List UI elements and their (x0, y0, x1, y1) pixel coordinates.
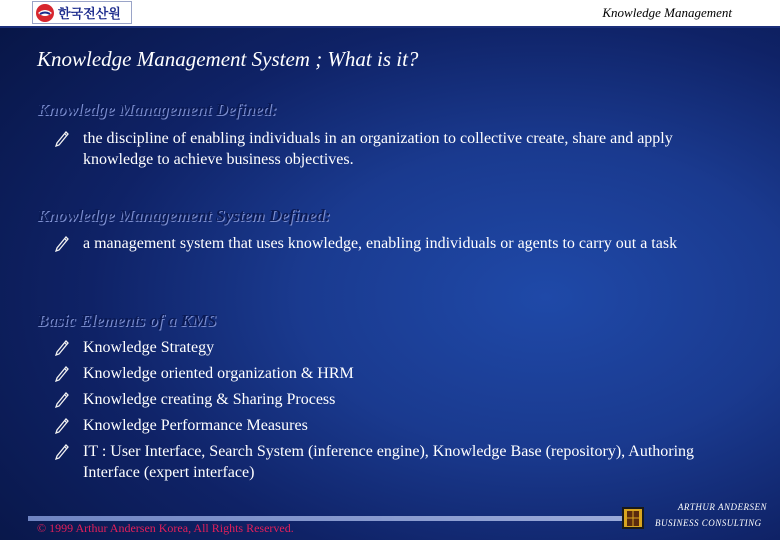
copyright-text: © 1999 Arthur Andersen Korea, All Rights Reserved. (37, 521, 294, 535)
pencil-icon (55, 236, 69, 252)
section-heading-km-defined: Knowledge Management Defined: (37, 100, 277, 119)
arthur-andersen-door-icon (622, 507, 644, 529)
organization-logo (32, 1, 132, 24)
bullet-text: IT : User Interface, Search System (inference engine), Knowledge Base (repository), Authoring Interface (expert interface) (83, 443, 695, 481)
pencil-icon (55, 366, 69, 382)
bullet-text: a management system that uses knowledge, enabling individuals or agents to carry out a task (83, 235, 678, 252)
section-heading-kms-defined: Knowledge Management System Defined: (37, 206, 331, 225)
firm-name (655, 499, 775, 531)
bullet-item (55, 441, 725, 483)
header-bar (0, 0, 780, 26)
bullet-item (55, 337, 725, 358)
bullet-text: Knowledge creating & Sharing Process (83, 391, 336, 408)
logo-text: 한국전산원 (58, 7, 121, 22)
section-heading-basic-elements: Basic Elements of a KMS (37, 311, 217, 330)
slide-title: Knowledge Management System ; What is it? (37, 47, 419, 71)
pencil-icon (55, 418, 69, 434)
bullet-text: the discipline of enabling individuals in an organization to collective create, share and apply knowledge to achieve business objectives. (83, 130, 673, 168)
firm-name-line1: ARTHUR ANDERSEN (677, 502, 767, 512)
bullet-item (55, 128, 725, 170)
bullet-item (55, 363, 725, 384)
korean-emblem-icon (35, 3, 55, 23)
pencil-icon (55, 340, 69, 356)
bullet-text: Knowledge Performance Measures (83, 417, 308, 434)
bullet-text: Knowledge Strategy (83, 339, 215, 356)
bullet-item (55, 389, 725, 410)
bullet-text: Knowledge oriented organization & HRM (83, 365, 354, 382)
firm-name-line2: BUSINESS CONSULTING (655, 518, 762, 528)
pencil-icon (55, 392, 69, 408)
header-title: Knowledge Management (602, 5, 732, 20)
bullet-item (55, 415, 725, 436)
pencil-icon (55, 444, 69, 460)
pencil-icon (55, 131, 69, 147)
bullet-item (55, 233, 725, 254)
